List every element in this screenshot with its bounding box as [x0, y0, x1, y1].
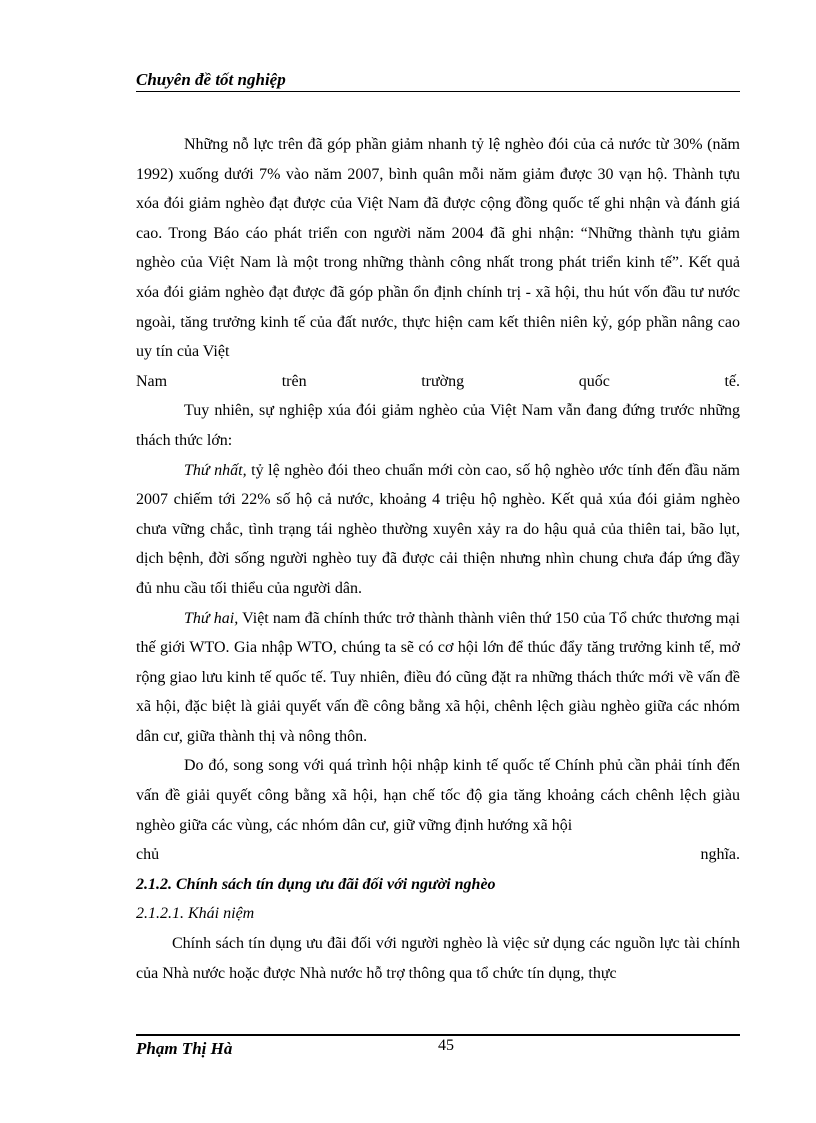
- paragraph-4: [136, 604, 740, 752]
- subsection-heading: 2.1.2.1. Khái niệm: [136, 905, 255, 923]
- page-number: 45: [438, 1037, 454, 1054]
- footer-rule: [136, 1034, 740, 1036]
- paragraph-4-lead: Thứ hai,: [184, 609, 239, 627]
- paragraph-4-text: Việt nam đã chính thức trở thành thành viên thứ 150 của Tổ chức thương mại thế giới WTO. Gia nhập WTO, chúng ta sẽ có cơ hội lớn để thúc đẩy tăng trưởng kinh tế, mở rộng giao lưu kinh tế quốc tế. Tuy nhiên, điều đó cũng đặt ra những thách thức mới về vấn đề xã hội, đặc biệt là giải quyết vấn đề công bằng xã hội, chênh lệch giàu nghèo giữa các nhóm dân cư, giữa thành thị và nông thôn.: [136, 609, 740, 745]
- header-rule: [136, 91, 740, 92]
- paragraph-5-last-line: chủ nghĩa.: [136, 846, 740, 864]
- running-header: Chuyên đề tốt nghiệp: [136, 70, 286, 89]
- paragraph-6: Chính sách tín dụng ưu đãi đối với người nghèo là việc sử dụng các nguồn lực tài chính của Nhà nước hoặc được Nhà nước hỗ trợ thông qua tổ chức tín dụng, thực: [136, 935, 740, 982]
- paragraph-3: [136, 456, 740, 604]
- paragraph-3-lead: Thứ nhất,: [184, 461, 247, 479]
- footer-author: Phạm Thị Hà: [136, 1039, 233, 1058]
- paragraph-5: Do đó, song song với quá trình hội nhập kinh tế quốc tế Chính phủ cần phải tính đến vấn đề giải quyết công bằng xã hội, hạn chế tốc độ gia tăng khoảng cách chênh lệch giàu nghèo giữa các vùng, các nhóm dân cư, giữ vững định hướng xã hội: [136, 757, 740, 834]
- page-body: [136, 130, 740, 988]
- paragraph-3-text: tỷ lệ nghèo đói theo chuẩn mới còn cao, số hộ nghèo ước tính đến đầu năm 2007 chiếm tới 22% số hộ cả nước, khoảng 4 triệu hộ nghèo. Kết quả xúa đói giảm nghèo chưa vững chắc, tình trạng tái nghèo thường xuyên xảy ra do hậu quả của thiên tai, bão lụt, dịch bệnh, đời sống người nghèo tuy đã được cải thiện nhưng nhìn chung chưa đáp ứng đầy đủ nhu cầu tối thiểu của người dân.: [136, 461, 740, 597]
- paragraph-1: Những nỗ lực trên đã góp phần giảm nhanh tỷ lệ nghèo đói của cả nước từ 30% (năm 1992) xuống dưới 7% vào năm 2007, bình quân mỗi năm giảm được 30 vạn hộ. Thành tựu xóa đói giảm nghèo đạt được của Việt Nam đã được cộng đồng quốc tế ghi nhận và đánh giá cao. Trong Báo cáo phát triển con người năm 2004 đã ghi nhận: “Những thành tựu giảm nghèo của Việt Nam là một trong những thành công nhất trong phát triển kinh tế”. Kết quả xóa đói giảm nghèo đạt được đã góp phần ổn định chính trị - xã hội, thu hút vốn đầu tư nước ngoài, tăng trưởng kinh tế của đất nước, thực hiện cam kết thiên niên kỷ, góp phần nâng cao uy tín của Việt: [136, 136, 740, 361]
- section-heading: 2.1.2. Chính sách tín dụng ưu đãi đối với người nghèo: [136, 875, 496, 893]
- paragraph-1-last-line: Nam trên trường quốc tế.: [136, 372, 740, 390]
- paragraph-2: Tuy nhiên, sự nghiệp xúa đói giảm nghèo của Việt Nam vẫn đang đứng trước những thách thức lớn:: [136, 402, 740, 449]
